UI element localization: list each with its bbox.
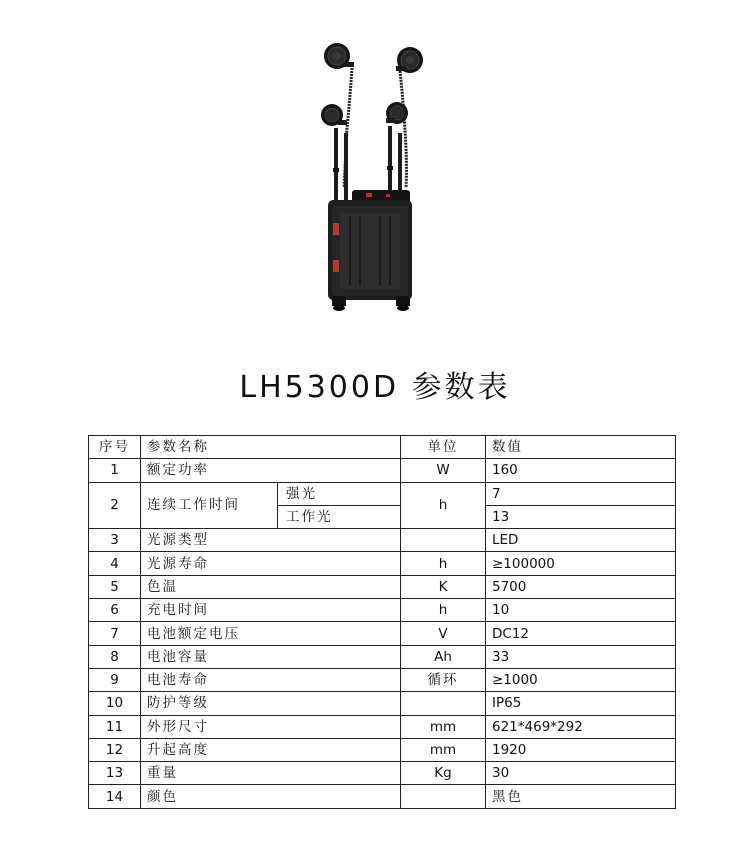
table-row xyxy=(89,738,676,761)
row-name: 光源类型 xyxy=(141,529,401,552)
row-index: 11 xyxy=(89,715,141,738)
table-row xyxy=(89,575,676,598)
row-value: 13 xyxy=(486,505,676,528)
lamp-head-top-left xyxy=(324,43,354,69)
row-name: 额定功率 xyxy=(141,459,401,482)
row-name: 光源寿命 xyxy=(141,552,401,575)
row-unit: Kg xyxy=(401,762,486,785)
row-value: LED xyxy=(486,529,676,552)
row-value: 160 xyxy=(486,459,676,482)
row-unit: K xyxy=(401,575,486,598)
row-name: 连续工作时间 xyxy=(141,482,278,529)
table-row xyxy=(89,552,676,575)
table-row xyxy=(89,599,676,622)
header-unit: 单位 xyxy=(401,436,486,459)
row-index: 9 xyxy=(89,668,141,691)
row-value: 621*469*292 xyxy=(486,715,676,738)
lamp-head-top-right xyxy=(396,47,423,73)
row-index: 3 xyxy=(89,529,141,552)
header-value: 数值 xyxy=(486,436,676,459)
row-index: 13 xyxy=(89,762,141,785)
row-unit xyxy=(401,692,486,715)
row-name: 外形尺寸 xyxy=(141,715,401,738)
row-value: 10 xyxy=(486,599,676,622)
carry-case xyxy=(328,200,412,311)
header-index: 序号 xyxy=(89,436,141,459)
row-unit xyxy=(401,529,486,552)
table-row xyxy=(89,645,676,668)
row-index: 14 xyxy=(89,785,141,808)
row-value: ≥100000 xyxy=(486,552,676,575)
row-name: 升起高度 xyxy=(141,738,401,761)
row-value: ≥1000 xyxy=(486,668,676,691)
row-unit: h xyxy=(401,552,486,575)
header-name: 参数名称 xyxy=(141,436,401,459)
row-index: 2 xyxy=(89,482,141,529)
table-row xyxy=(89,692,676,715)
row-name: 颜色 xyxy=(141,785,401,808)
row-unit: 循环 xyxy=(401,668,486,691)
row-unit: Ah xyxy=(401,645,486,668)
row-sub-label: 强光 xyxy=(278,482,401,505)
row-sub-label: 工作光 xyxy=(278,505,401,528)
row-value: 黑色 xyxy=(486,785,676,808)
row-unit: h xyxy=(401,482,486,529)
row-name: 重量 xyxy=(141,762,401,785)
row-unit: mm xyxy=(401,715,486,738)
table-row xyxy=(89,459,676,482)
table-header-row xyxy=(89,436,676,459)
table-row xyxy=(89,482,676,505)
row-index: 6 xyxy=(89,599,141,622)
row-unit xyxy=(401,785,486,808)
row-value: 7 xyxy=(486,482,676,505)
row-index: 5 xyxy=(89,575,141,598)
row-value: 1920 xyxy=(486,738,676,761)
row-unit: h xyxy=(401,599,486,622)
product-image xyxy=(300,38,440,313)
row-name: 电池容量 xyxy=(141,645,401,668)
table-row xyxy=(89,529,676,552)
row-index: 4 xyxy=(89,552,141,575)
lamp-head-lower-left xyxy=(321,104,347,126)
row-value: 5700 xyxy=(486,575,676,598)
page-title: LH5300D 参数表 xyxy=(239,370,511,405)
row-index: 12 xyxy=(89,738,141,761)
row-value: DC12 xyxy=(486,622,676,645)
row-unit: W xyxy=(401,459,486,482)
row-value: 30 xyxy=(486,762,676,785)
row-index: 8 xyxy=(89,645,141,668)
table-row xyxy=(89,762,676,785)
row-name: 防护等级 xyxy=(141,692,401,715)
row-name: 色温 xyxy=(141,575,401,598)
table-row xyxy=(89,785,676,808)
row-name: 充电时间 xyxy=(141,599,401,622)
row-unit: mm xyxy=(401,738,486,761)
row-index: 10 xyxy=(89,692,141,715)
row-unit: V xyxy=(401,622,486,645)
table-row xyxy=(89,668,676,691)
row-value: IP65 xyxy=(486,692,676,715)
table-row xyxy=(89,715,676,738)
row-name: 电池寿命 xyxy=(141,668,401,691)
row-value: 33 xyxy=(486,645,676,668)
table-row xyxy=(89,622,676,645)
row-index: 7 xyxy=(89,622,141,645)
spec-table xyxy=(88,435,676,809)
row-name: 电池额定电压 xyxy=(141,622,401,645)
row-index: 1 xyxy=(89,459,141,482)
